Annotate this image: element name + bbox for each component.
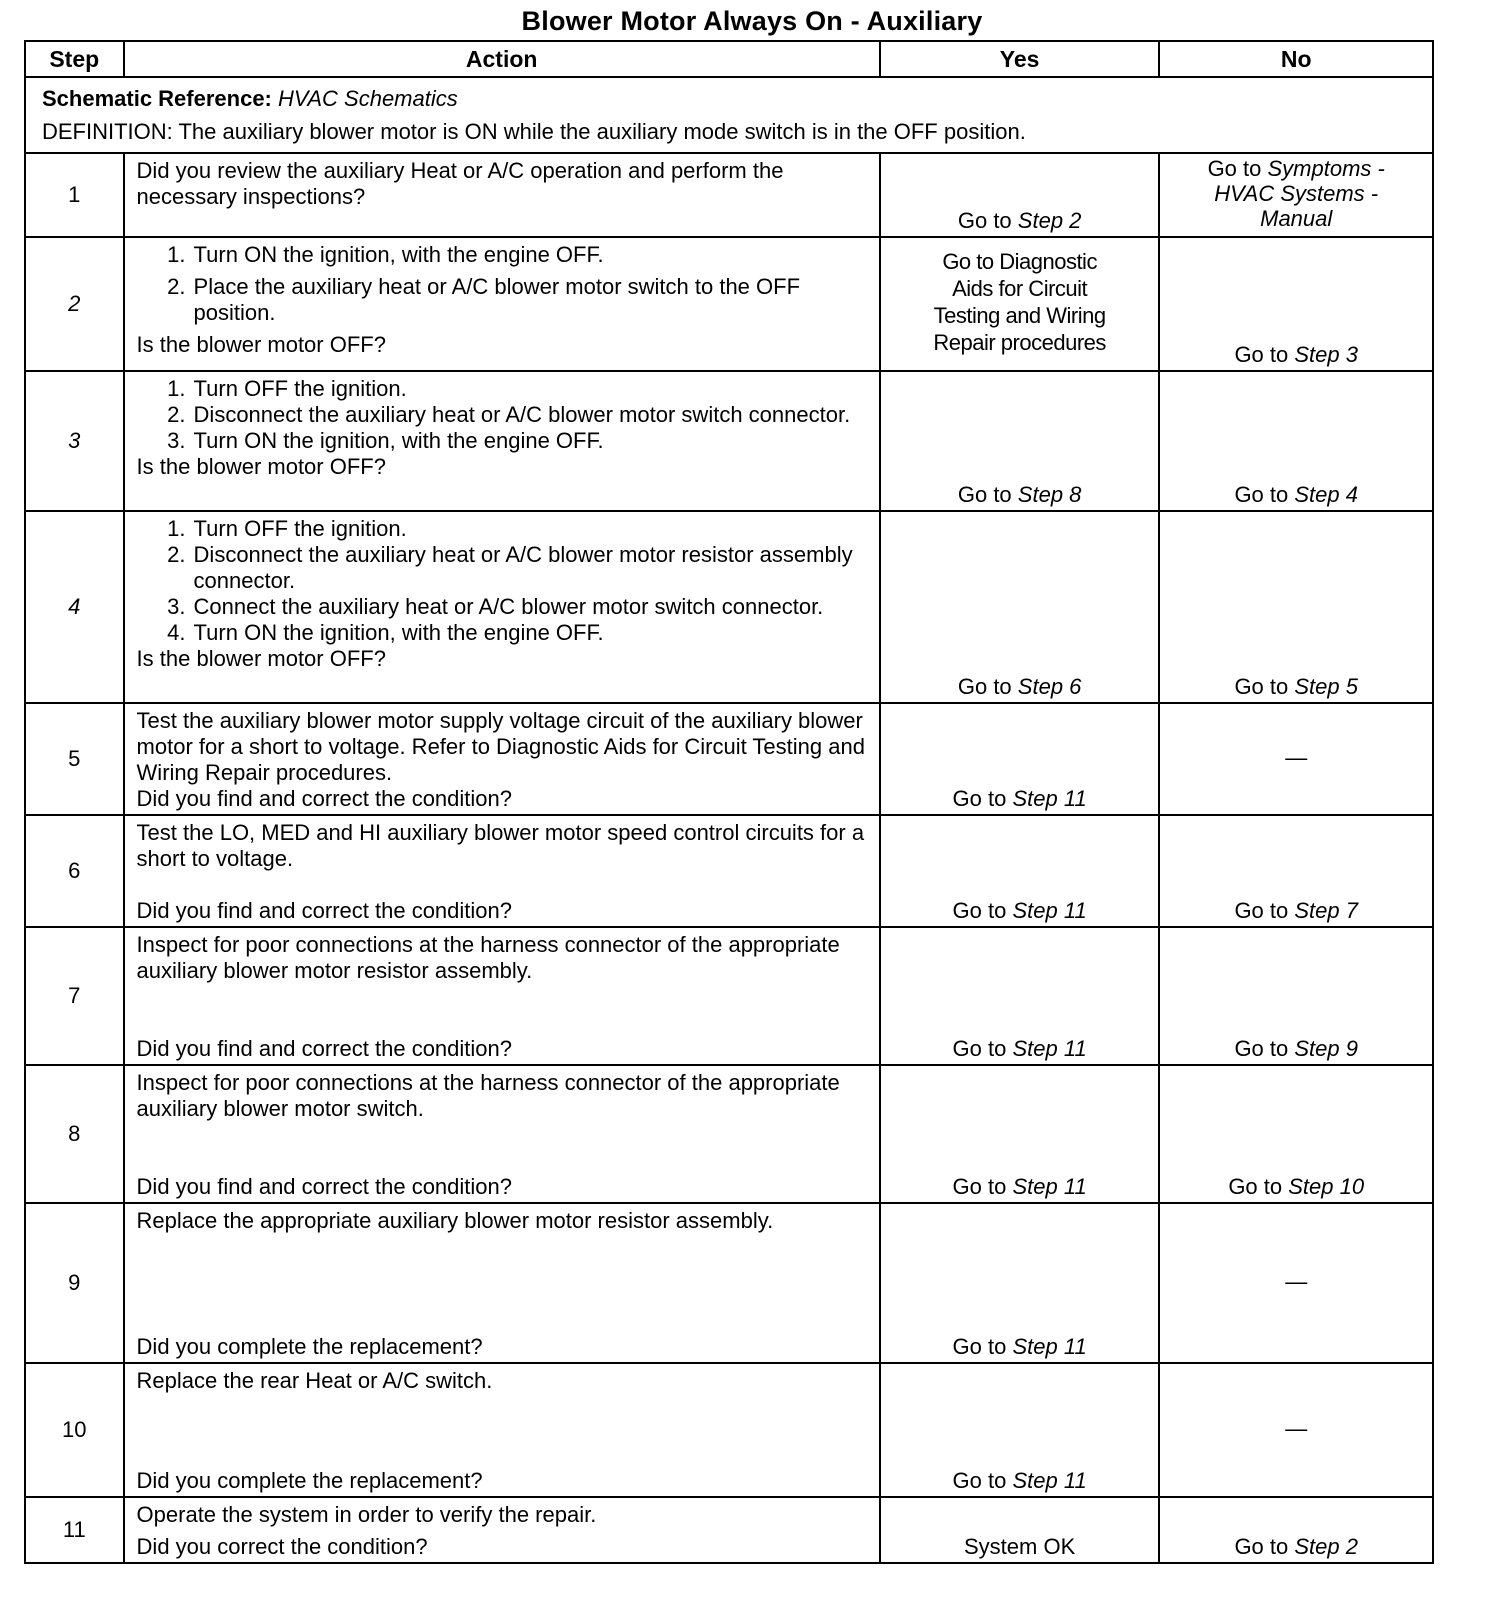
action-cell [124, 153, 880, 237]
action-list [137, 242, 871, 326]
action-cell [124, 927, 880, 1065]
goto-label: Go to [1207, 156, 1262, 181]
action-cell [124, 1203, 880, 1363]
goto-label: Go to [952, 1468, 1007, 1493]
action-list-item: 2. Disconnect the auxiliary heat or A/C blower motor switch connector. [192, 402, 871, 428]
action-cell [124, 1497, 880, 1563]
action-cell [124, 511, 880, 703]
yes-link-line-1[interactable]: Go to Diagnostic [942, 249, 1097, 274]
schematic-reference-label: Schematic Reference: [42, 86, 272, 111]
goto-label: Go to [1228, 1174, 1283, 1199]
goto-label: Go to [1234, 342, 1289, 367]
table-row [25, 1203, 1433, 1363]
action-cell [124, 1363, 880, 1497]
action-list-item: 3. Connect the auxiliary heat or A/C blower motor switch connector. [192, 594, 871, 620]
action-list-item: 3. Turn ON the ignition, with the engine OFF. [192, 428, 871, 454]
action-question: Is the blower motor OFF? [136, 646, 386, 671]
yes-link-line-3[interactable]: Testing and Wiring [933, 303, 1106, 328]
action-question: Is the blower motor OFF? [136, 454, 386, 479]
yes-cell [880, 153, 1160, 237]
yes-cell [880, 1203, 1160, 1363]
goto-label: Go to [957, 674, 1012, 699]
action-cell [124, 703, 880, 815]
goto-label: Go to [952, 1174, 1007, 1199]
action-question: Did you find and correct the condition? [136, 898, 512, 923]
goto-label: Go to [1234, 482, 1289, 507]
yes-cell [880, 815, 1160, 927]
action-list-item: 2. Place the auxiliary heat or A/C blower motor switch to the OFF position. [192, 274, 871, 326]
action-list-item: 1. Turn OFF the ignition. [192, 376, 871, 402]
no-link[interactable]: Step 9 [1294, 1036, 1358, 1061]
header-no: No [1159, 41, 1433, 77]
no-link-line-1[interactable]: Symptoms - [1267, 156, 1385, 181]
step-number: 8 [25, 1065, 124, 1203]
no-cell [1159, 1497, 1433, 1563]
table-row [25, 815, 1433, 927]
yes-cell [880, 1363, 1160, 1497]
goto-label: Go to [952, 1036, 1007, 1061]
no-link[interactable]: Step 10 [1288, 1174, 1365, 1199]
goto-label: Go to [1234, 674, 1289, 699]
action-question: Did you find and correct the condition? [136, 1174, 512, 1199]
action-question: Did you correct the condition? [136, 1534, 428, 1559]
step-number: 5 [25, 703, 124, 815]
step-number: 2 [25, 237, 124, 371]
page-title: Blower Motor Always On - Auxiliary [521, 6, 983, 36]
no-cell [1159, 815, 1433, 927]
no-link[interactable]: Step 2 [1294, 1534, 1358, 1559]
reference-row [25, 77, 1433, 153]
action-text: Test the LO, MED and HI auxiliary blower motor speed control circuits for a short to voltage. [136, 820, 865, 871]
step-number: 9 [25, 1203, 124, 1363]
table-row [25, 371, 1433, 511]
table-row [25, 153, 1433, 237]
yes-link[interactable]: Step 11 [1012, 786, 1087, 811]
yes-link[interactable]: Step 6 [1017, 674, 1082, 699]
yes-link-line-4[interactable]: Repair procedures [933, 330, 1106, 355]
step-number: 1 [25, 153, 124, 237]
action-question: Did you complete the replacement? [136, 1334, 483, 1359]
definition-text: DEFINITION: The auxiliary blower motor is ON while the auxiliary mode switch is in the OFF position. [42, 119, 1026, 144]
no-cell [1159, 1065, 1433, 1203]
no-cell-dash: — [1159, 1363, 1433, 1497]
goto-label: Go to [1234, 1534, 1289, 1559]
action-text: Replace the appropriate auxiliary blower motor resistor assembly. [136, 1208, 774, 1233]
reference-cell [25, 77, 1433, 153]
action-cell [124, 371, 880, 511]
no-cell [1159, 371, 1433, 511]
action-cell [124, 237, 880, 371]
table-row [25, 703, 1433, 815]
header-action: Action [124, 41, 880, 77]
action-text: Did you review the auxiliary Heat or A/C operation and perform the necessary inspections? [136, 158, 784, 209]
goto-label: Go to [952, 1334, 1007, 1359]
no-cell [1159, 237, 1433, 371]
step-number: 6 [25, 815, 124, 927]
no-link-line-2[interactable]: HVAC Systems - [1214, 181, 1379, 206]
action-question: Did you find and correct the condition? [136, 1036, 512, 1061]
diagnostic-table [24, 40, 1434, 1564]
table-header-row [25, 41, 1433, 77]
table-row [25, 927, 1433, 1065]
table-row [25, 511, 1433, 703]
no-link[interactable]: Step 5 [1294, 674, 1358, 699]
no-cell-dash: — [1159, 703, 1433, 815]
action-text: Inspect for poor connections at the harness connector of the appropriate auxiliary blower motor switch. [136, 1070, 840, 1121]
action-list [137, 516, 871, 646]
yes-link[interactable]: Step 11 [1012, 1334, 1087, 1359]
step-number: 4 [25, 511, 124, 703]
yes-cell [880, 927, 1160, 1065]
action-question: Is the blower motor OFF? [136, 332, 386, 357]
table-row [25, 1363, 1433, 1497]
action-list-item: 2. Disconnect the auxiliary heat or A/C blower motor resistor assembly connector. [192, 542, 871, 594]
header-step: Step [25, 41, 124, 77]
goto-label: Go to [957, 208, 1012, 233]
no-link-line-3[interactable]: Manual [1260, 206, 1333, 231]
goto-label: Go to [957, 482, 1012, 507]
action-list [137, 376, 871, 454]
step-number: 11 [25, 1497, 124, 1563]
yes-link-line-2[interactable]: Aids for Circuit [952, 276, 1088, 301]
action-text: Replace the rear Heat or A/C switch. [136, 1368, 493, 1393]
yes-cell [880, 703, 1160, 815]
table-row [25, 1065, 1433, 1203]
action-cell [124, 1065, 880, 1203]
goto-label: Go to [952, 898, 1007, 923]
yes-link[interactable]: Step 2 [1017, 208, 1082, 233]
step-number: 3 [25, 371, 124, 511]
header-yes: Yes [880, 41, 1160, 77]
goto-label: Go to [1234, 1036, 1289, 1061]
yes-link[interactable]: Step 11 [1012, 898, 1087, 923]
yes-cell [880, 237, 1160, 371]
yes-link[interactable]: Step 11 [1012, 1174, 1087, 1199]
no-cell [1159, 153, 1433, 237]
yes-cell [880, 371, 1160, 511]
action-list-item: 1. Turn ON the ignition, with the engine OFF. [192, 242, 871, 268]
no-link[interactable]: Step 4 [1294, 482, 1358, 507]
no-cell-dash: — [1159, 1203, 1433, 1363]
action-list-item: 1. Turn OFF the ignition. [192, 516, 871, 542]
action-text: Test the auxiliary blower motor supply voltage circuit of the auxiliary blower motor for a short to voltage. Refer to Diagnostic Aids for Circuit Testing and Wiring Repair procedures. [136, 708, 865, 785]
goto-label: Go to [1234, 898, 1289, 923]
no-cell [1159, 511, 1433, 703]
action-list-item: 4. Turn ON the ignition, with the engine OFF. [192, 620, 871, 646]
yes-link[interactable]: Step 8 [1017, 482, 1082, 507]
yes-cell [880, 1065, 1160, 1203]
yes-link[interactable]: Step 11 [1012, 1468, 1087, 1493]
action-question: Did you find and correct the condition? [136, 786, 512, 811]
yes-link[interactable]: Step 11 [1012, 1036, 1087, 1061]
yes-cell [880, 511, 1160, 703]
step-number: 7 [25, 927, 124, 1065]
action-question: Did you complete the replacement? [136, 1468, 483, 1493]
no-cell [1159, 927, 1433, 1065]
no-link[interactable]: Step 7 [1294, 898, 1358, 923]
action-text: Inspect for poor connections at the harness connector of the appropriate auxiliary blower motor resistor assembly. [136, 932, 840, 983]
no-link[interactable]: Step 3 [1294, 342, 1358, 367]
action-text: Operate the system in order to verify the repair. [136, 1502, 597, 1527]
table-row [25, 1497, 1433, 1563]
yes-cell: System OK [880, 1497, 1160, 1563]
step-number: 10 [25, 1363, 124, 1497]
action-cell [124, 815, 880, 927]
table-row [25, 237, 1433, 371]
schematic-reference-link[interactable]: HVAC Schematics [278, 86, 458, 111]
goto-label: Go to [952, 786, 1007, 811]
